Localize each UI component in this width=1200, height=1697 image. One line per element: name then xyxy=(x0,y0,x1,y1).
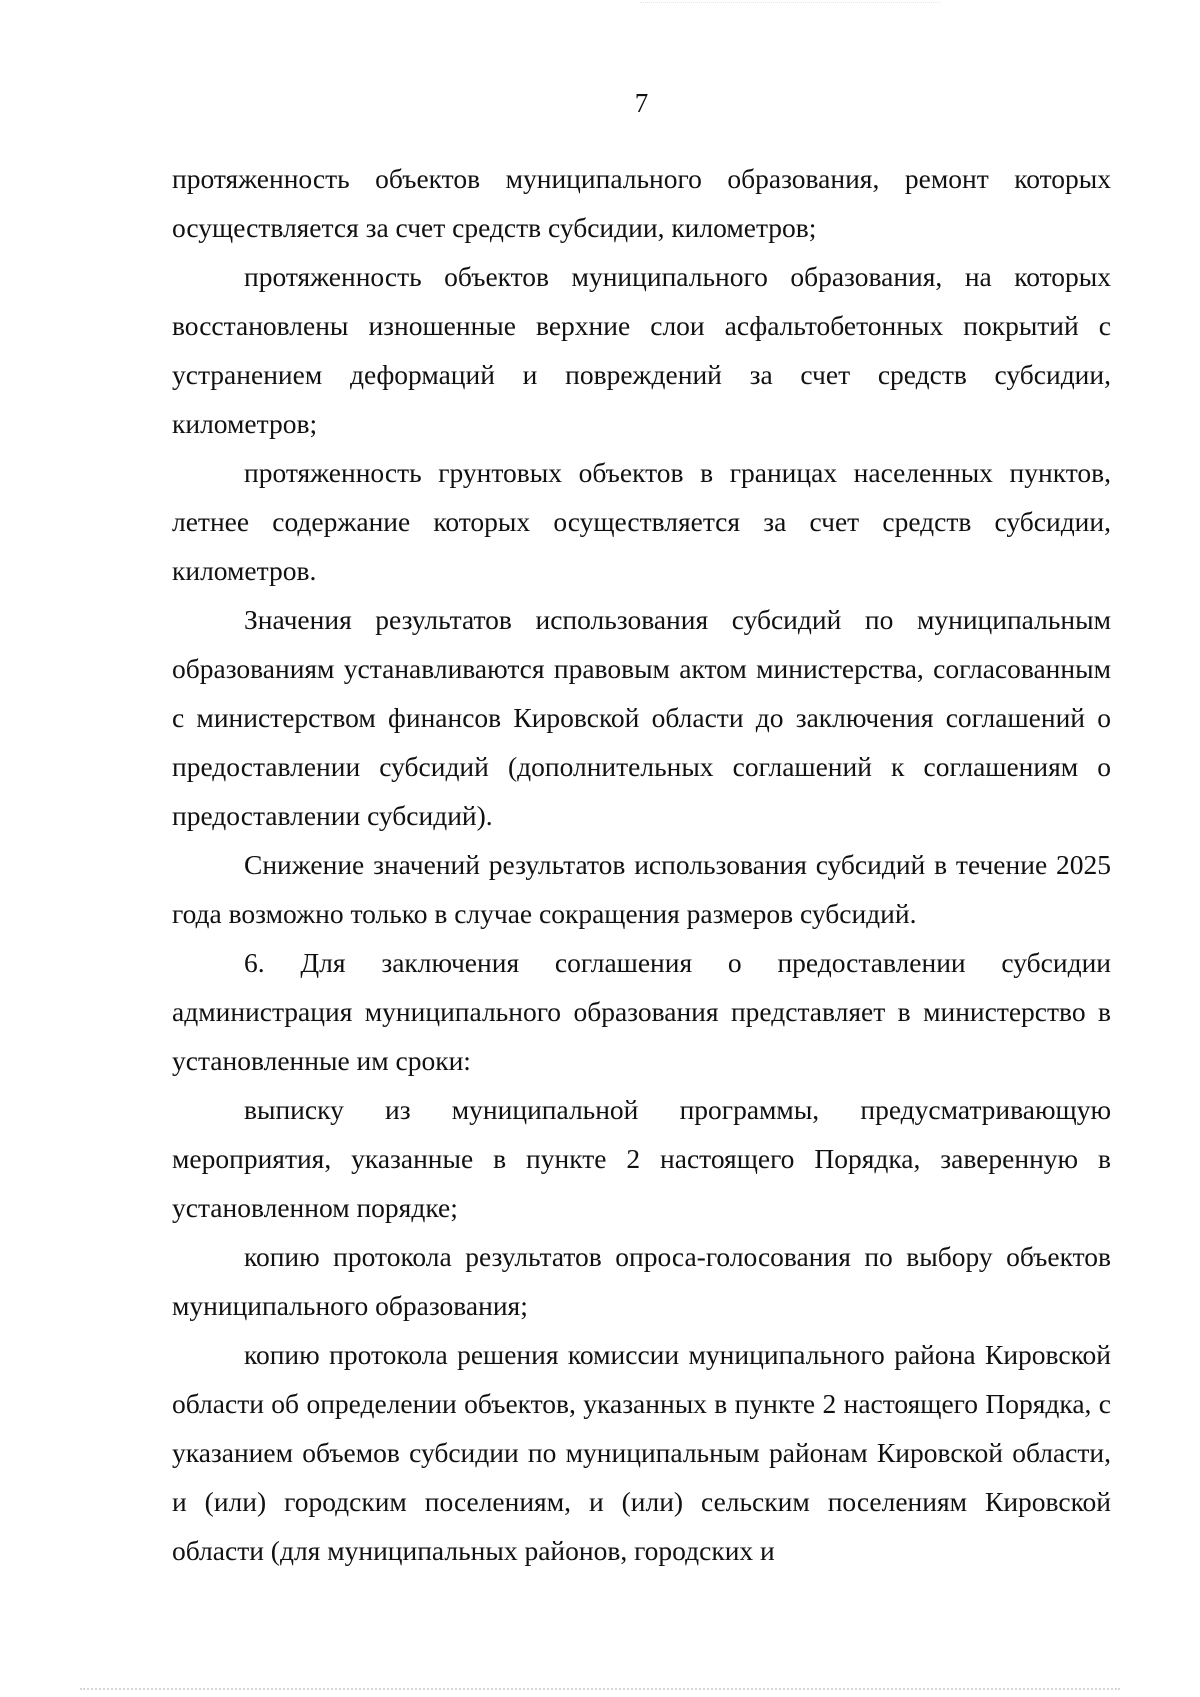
page-number: 7 xyxy=(634,88,649,118)
paragraph: выписку из муниципальной программы, предусматривающую мероприятия, указанные в пункте 2 настоящего Порядка, заверенную в установленном порядке; xyxy=(172,1094,1111,1223)
paragraph: копию протокола решения комиссии муниципального района Кировской области об определении объектов, указанных в пункте 2 настоящего Порядка, с указанием объемов субсидии по муниципальным районам Кировской области, и (или) городским поселениям, и (или) сельским поселениям Кировской области (для муниципальных районов, городских и xyxy=(172,1339,1111,1566)
paragraph: копию протокола результатов опроса-голосования по выбору объектов муниципального образования; xyxy=(172,1241,1111,1321)
paragraph: протяженность грунтовых объектов в границах населенных пунктов, летнее содержание которых осуществляется за счет средств субсидии, километров. xyxy=(172,457,1111,586)
paragraph: Значения результатов использования субсидий по муниципальным образованиям устанавливаются правовым актом министерства, согласованным с министерством финансов Кировской области до заключения соглашений о предоставлении субсидий (дополнительных соглашений к соглашениям о предоставлении субсидий). xyxy=(172,604,1111,831)
document-body xyxy=(172,154,1111,1575)
paragraph: Снижение значений результатов использования субсидий в течение 2025 года возможно только в случае сокращения размеров субсидий. xyxy=(172,849,1111,929)
paragraph-continuation: протяженность объектов муниципального образования, ремонт которых осуществляется за счет средств субсидии, километров; xyxy=(172,163,1111,243)
paragraph: протяженность объектов муниципального образования, на которых восстановлены изношенные верхние слои асфальтобетонных покрытий с устранением деформаций и повреждений за счет средств субсидии, километров; xyxy=(172,261,1111,439)
paragraph-item-6: 6. Для заключения соглашения о предоставлении субсидии администрация муниципального образования представляет в министерство в установленные им сроки: xyxy=(172,947,1111,1076)
scan-artifact-bottom xyxy=(80,1688,1120,1693)
scan-artifact-top xyxy=(640,2,940,5)
